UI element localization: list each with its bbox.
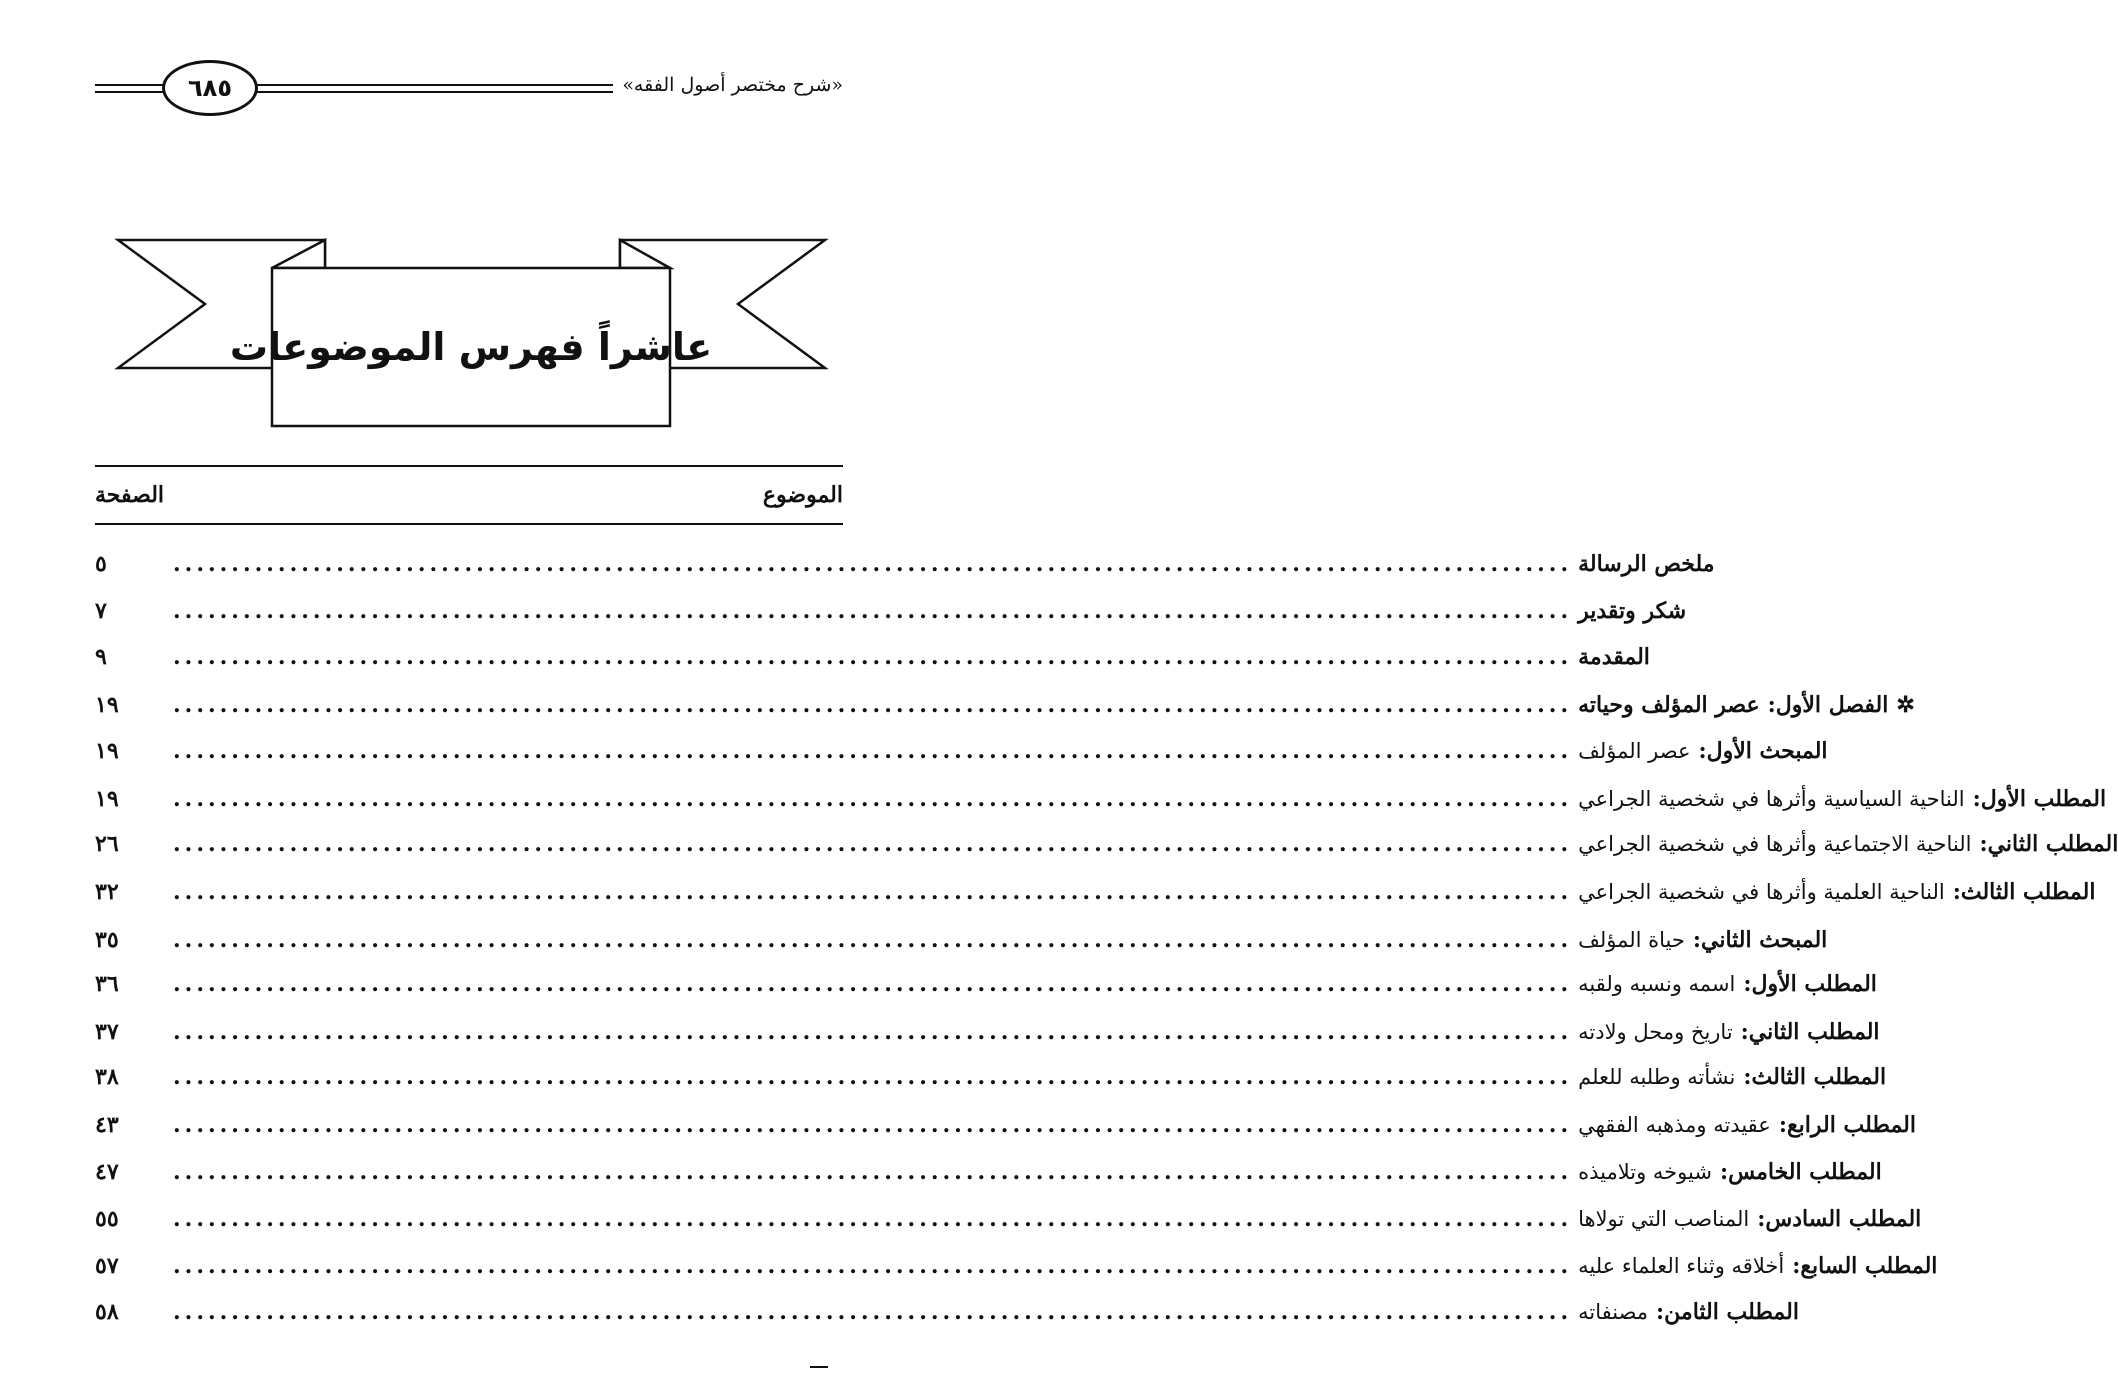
toc-text: الناحية الاجتماعية وأثرها في شخصية الجراعي — [1578, 832, 1972, 856]
toc-entry[interactable] — [95, 635, 1650, 679]
toc-label: المطلب الثالث — [1751, 1064, 1887, 1090]
toc-entry[interactable] — [95, 1197, 1922, 1241]
toc-page-number: ٣٥ — [95, 927, 119, 953]
toc-label: المطلب الرابع — [1786, 1112, 1916, 1138]
toc-page-number: ٣٨ — [95, 1064, 119, 1090]
toc-page-number: ٥٨ — [95, 1299, 119, 1325]
toc-text: عقيدته ومذهبه الفقهي — [1578, 1113, 1771, 1137]
toc-entry[interactable] — [95, 683, 1915, 727]
toc-separator: : — [1972, 786, 1981, 812]
page-number: ٦٨٥ — [188, 74, 232, 102]
toc-text: نشأته وطلبه للعلم — [1578, 1065, 1736, 1089]
toc-label: المطلب السادس — [1765, 1206, 1922, 1232]
toc-entry[interactable] — [95, 1055, 1887, 1099]
toc-leader-dots: ........................................................................................................................ — [173, 644, 1573, 670]
toc-leader-dots: ........................................................................................................................ — [173, 1253, 1573, 1279]
toc-separator: : — [1656, 1299, 1665, 1325]
toc-separator: : — [1740, 1019, 1749, 1045]
toc-entry[interactable] — [95, 1010, 1880, 1054]
table-header-rule — [95, 523, 843, 525]
toc-page-number: ٥٧ — [95, 1253, 119, 1279]
toc-separator: : — [1719, 1159, 1729, 1185]
toc-page-number: ١٩ — [95, 692, 119, 718]
toc-label: المبحث الثاني — [1701, 927, 1828, 953]
toc-entry[interactable] — [95, 962, 1877, 1006]
toc-entry[interactable] — [95, 777, 2107, 821]
toc-entry[interactable] — [95, 1244, 1938, 1288]
toc-leader-dots: ........................................................................................................................ — [173, 971, 1573, 997]
toc-label: المقدمة — [1578, 644, 1650, 670]
toc-label: المبحث الأول — [1706, 738, 1828, 764]
toc-separator: : — [1698, 738, 1707, 764]
toc-entry[interactable] — [95, 542, 1715, 586]
column-header-page: الصفحة — [95, 482, 165, 508]
toc-page-number: ٣٢ — [95, 879, 119, 905]
toc-label: المطلب الثالث — [1960, 879, 2096, 905]
toc-leader-dots: ........................................................................................................................ — [173, 1299, 1573, 1325]
toc-page-number: ١٩ — [95, 786, 119, 812]
toc-label: المطلب الثامن — [1664, 1299, 1799, 1325]
toc-text: الناحية العلمية وأثرها في شخصية الجراعي — [1578, 880, 1945, 904]
toc-separator: : — [1767, 692, 1776, 718]
toc-separator: : — [1757, 1206, 1766, 1232]
toc-text: حياة المؤلف — [1578, 928, 1685, 952]
toc-text: الناحية السياسية وأثرها في شخصية الجراعي — [1578, 787, 1965, 811]
toc-label: المطلب الأول — [1980, 786, 2107, 812]
toc-separator: : — [1792, 1253, 1801, 1279]
toc-text: تاريخ ومحل ولادته — [1578, 1020, 1733, 1044]
toc-leader-dots: ........................................................................................................................ — [173, 786, 1573, 812]
toc-label: المطلب الثاني — [1987, 831, 2118, 857]
toc-page-number: ٥٥ — [95, 1206, 119, 1232]
toc-page-number: ٧ — [95, 598, 107, 624]
toc-entry[interactable] — [95, 1290, 1799, 1334]
toc-label: المطلب الأول — [1751, 971, 1877, 997]
toc-text: مصنفاته — [1578, 1300, 1649, 1324]
toc-entry[interactable] — [95, 589, 1687, 633]
toc-page-number: ١٩ — [95, 738, 119, 764]
toc-page-number: ٣٧ — [95, 1019, 119, 1045]
toc-label: المطلب السابع — [1800, 1253, 1938, 1279]
toc-entry[interactable] — [95, 1150, 1882, 1194]
toc-page-number: ٩ — [95, 644, 107, 670]
toc-label: الفصل الأول — [1775, 692, 1889, 718]
toc-page-number: ٤٧ — [95, 1159, 119, 1185]
toc-leader-dots: ........................................................................................................................ — [173, 1064, 1573, 1090]
toc-leader-dots: ........................................................................................................................ — [173, 879, 1573, 905]
toc-leader-dots: ........................................................................................................................ — [173, 927, 1573, 953]
toc-text: المناصب التي تولاها — [1578, 1207, 1750, 1231]
toc-page-number: ٤٣ — [95, 1112, 119, 1138]
toc-leader-dots: ........................................................................................................................ — [173, 1112, 1573, 1138]
toc-separator: : — [1743, 1064, 1752, 1090]
toc-label: ملخص الرسالة — [1578, 551, 1715, 577]
column-header-topic: الموضوع — [762, 482, 843, 508]
toc-leader-dots: ........................................................................................................................ — [173, 1159, 1573, 1185]
flower-star-icon: ✲ — [1896, 692, 1915, 718]
toc-text: عصر المؤلف — [1578, 739, 1691, 763]
banner-title: عاشراً فهرس الموضوعات — [229, 325, 713, 369]
toc-leader-dots: ........................................................................................................................ — [173, 598, 1573, 624]
toc-leader-dots: ........................................................................................................................ — [173, 1206, 1573, 1232]
toc-entry[interactable] — [95, 870, 2096, 914]
toc-label: المطلب الخامس — [1728, 1159, 1882, 1185]
toc-leader-dots: ........................................................................................................................ — [173, 551, 1573, 577]
toc-leader-dots: ........................................................................................................................ — [173, 692, 1573, 718]
footer-mark — [810, 1366, 828, 1368]
toc-separator: : — [1692, 927, 1701, 953]
toc-separator: : — [1979, 831, 1988, 857]
toc-entry[interactable] — [95, 822, 2118, 866]
toc-separator: : — [1778, 1112, 1787, 1138]
toc-label: شكر وتقدير — [1578, 598, 1687, 624]
toc-entry[interactable] — [95, 918, 1828, 962]
toc-text: أخلاقه وثناء العلماء عليه — [1578, 1254, 1785, 1278]
toc-leader-dots: ........................................................................................................................ — [173, 738, 1573, 764]
toc-label: المطلب الثاني — [1748, 1019, 1880, 1045]
toc-leader-dots: ........................................................................................................................ — [173, 1019, 1573, 1045]
toc-page-number: ٣٦ — [95, 971, 119, 997]
book-title: «شرح مختصر أصول الفقه» — [622, 74, 843, 96]
toc-text: عصر المؤلف وحياته — [1578, 692, 1760, 718]
table-top-rule — [95, 465, 843, 467]
toc-page-number: ٥ — [95, 551, 107, 577]
toc-text: اسمه ونسبه ولقبه — [1578, 972, 1736, 996]
toc-separator: : — [1743, 971, 1752, 997]
toc-separator: : — [1952, 879, 1961, 905]
toc-leader-dots: ........................................................................................................................ — [173, 831, 1573, 857]
toc-entry[interactable] — [95, 1103, 1916, 1147]
toc-text: شيوخه وتلاميذه — [1578, 1160, 1712, 1184]
toc-page-number: ٢٦ — [95, 831, 119, 857]
toc-entry[interactable] — [95, 729, 1828, 773]
